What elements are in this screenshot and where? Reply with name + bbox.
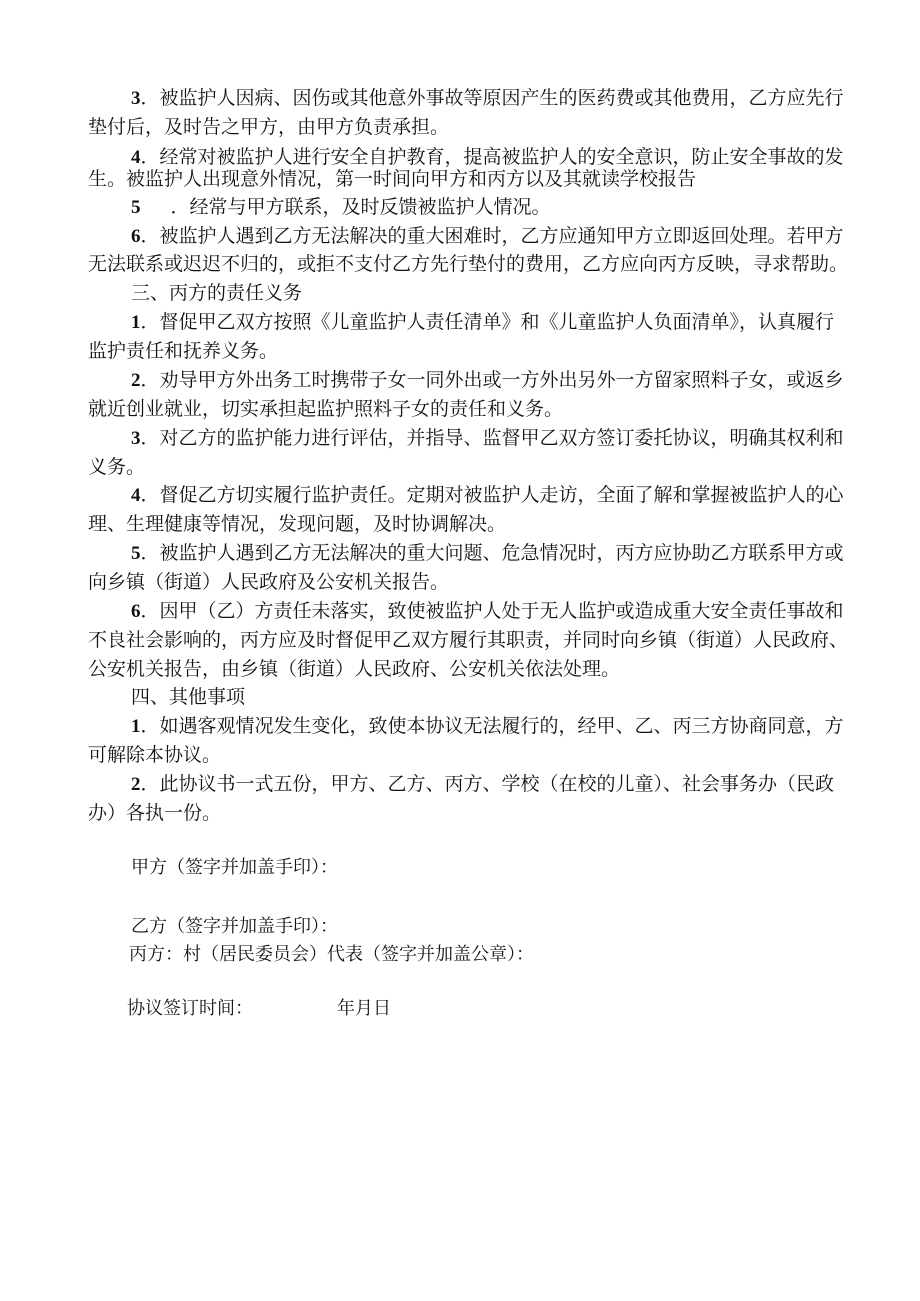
item-number: 5 xyxy=(131,197,141,218)
item-text: ．督促乙方切实履行监护责任。定期对被监护人走访，全面了解和掌握被监护人的心 xyxy=(140,484,844,506)
item-number: 2 xyxy=(131,774,141,795)
item-b4-line2: 生。被监护人出现意外情况，第一时间向甲方和丙方以及其就读学校报告 xyxy=(88,168,697,190)
signing-date-value: 年月日 xyxy=(337,998,391,1019)
item-b6-line1 xyxy=(131,222,844,251)
item-number: 1 xyxy=(131,312,141,333)
item-text: ．因甲（乙）方责任未落实，致使被监护人处于无人监护或造成重大安全责任事故和 xyxy=(140,600,844,622)
item-text: ．被监护人因病、因伤或其他意外事故等原因产生的医药费或其他费用，乙方应先行 xyxy=(140,87,844,109)
item-d1-line1 xyxy=(131,712,844,741)
item-c2-line1 xyxy=(131,366,844,395)
item-number: 6 xyxy=(131,226,141,247)
item-d2-line1 xyxy=(131,770,834,799)
item-text: ．经常对被监护人进行安全自护教育，提高被监护人的安全意识，防止安全事故的发 xyxy=(140,146,844,168)
item-c3-line2: 义务。 xyxy=(88,456,146,478)
item-c6-line2: 不良社会影响的，丙方应及时督促甲乙双方履行其职责，并同时向乡镇（街道）人民政府、 xyxy=(88,629,849,651)
item-c2-line2: 就近创业就业，切实承担起监护照料子女的责任和义务。 xyxy=(88,398,564,420)
item-number: 4 xyxy=(131,485,141,506)
item-number: 3 xyxy=(131,428,141,449)
item-text: ．如遇客观情况发生变化，致使本协议无法履行的，经甲、乙、丙三方协商同意，方 xyxy=(140,715,844,737)
item-number: 4 xyxy=(131,147,141,168)
item-c5-line2: 向乡镇（街道）人民政府及公安机关报告。 xyxy=(88,571,450,593)
item-number: 5 xyxy=(131,543,141,564)
item-text: ．对乙方的监护能力进行评估，并指导、监督甲乙双方签订委托协议，明确其权利和 xyxy=(140,427,844,449)
item-text: ．此协议书一式五份，甲方、乙方、丙方、学校（在校的儿童）、社会事务办（民政 xyxy=(140,773,835,795)
signature-party-c: 丙方：村（居民委员会）代表（签字并加盖公章）： xyxy=(129,944,534,965)
signature-party-b: 乙方（签字并加盖手印）： xyxy=(131,916,338,937)
item-number: 6 xyxy=(131,601,141,622)
item-number: 1 xyxy=(131,716,141,737)
item-c1-line1 xyxy=(131,308,834,337)
item-c5-line1 xyxy=(131,539,844,568)
section-heading-d: 四、其他事项 xyxy=(131,686,246,708)
item-d1-line2: 可解除本协议。 xyxy=(88,744,222,766)
item-text: ．经常与甲方联系，及时反馈被监护人情况。 xyxy=(170,196,551,218)
item-b5-line1 xyxy=(131,193,551,222)
item-number: 2 xyxy=(131,370,141,391)
item-c1-line2: 监护责任和抚养义务。 xyxy=(88,340,279,362)
item-text: ．被监护人遇到乙方无法解决的重大问题、危急情况时，丙方应协助乙方联系甲方或 xyxy=(140,542,844,564)
item-c6-line3: 公安机关报告，由乡镇（街道）人民政府、公安机关依法处理。 xyxy=(88,658,621,680)
item-c4-line1 xyxy=(131,481,844,510)
item-text: ．督促甲乙双方按照《儿童监护人责任清单》和《儿童监护人负面清单》，认真履行 xyxy=(140,311,835,333)
section-heading-c: 三、丙方的责任义务 xyxy=(131,282,303,304)
item-c6-line1 xyxy=(131,597,844,626)
item-c3-line1 xyxy=(131,424,844,453)
signing-date-label: 协议签订时间： xyxy=(127,998,253,1019)
item-b3-line2: 垫付后，及时告之甲方，由甲方负责承担。 xyxy=(88,116,450,138)
item-number: 3 xyxy=(131,88,141,109)
item-text: ．劝导甲方外出务工时携带子女一同外出或一方外出另外一方留家照料子女，或返乡 xyxy=(140,369,844,391)
item-text: ．被监护人遇到乙方无法解决的重大困难时，乙方应通知甲方立即返回处理。若甲方 xyxy=(140,225,844,247)
item-d2-line2: 办）各执一份。 xyxy=(88,802,222,824)
item-b6-line2: 无法联系或迟迟不归的，或拒不支付乙方先行垫付的费用，乙方应向丙方反映，寻求帮助。 xyxy=(88,253,849,275)
item-c4-line2: 理、生理健康等情况，发现问题，及时协调解决。 xyxy=(88,513,507,535)
item-b3-line1 xyxy=(131,84,844,113)
signature-party-a: 甲方（签字并加盖手印）： xyxy=(131,857,338,878)
